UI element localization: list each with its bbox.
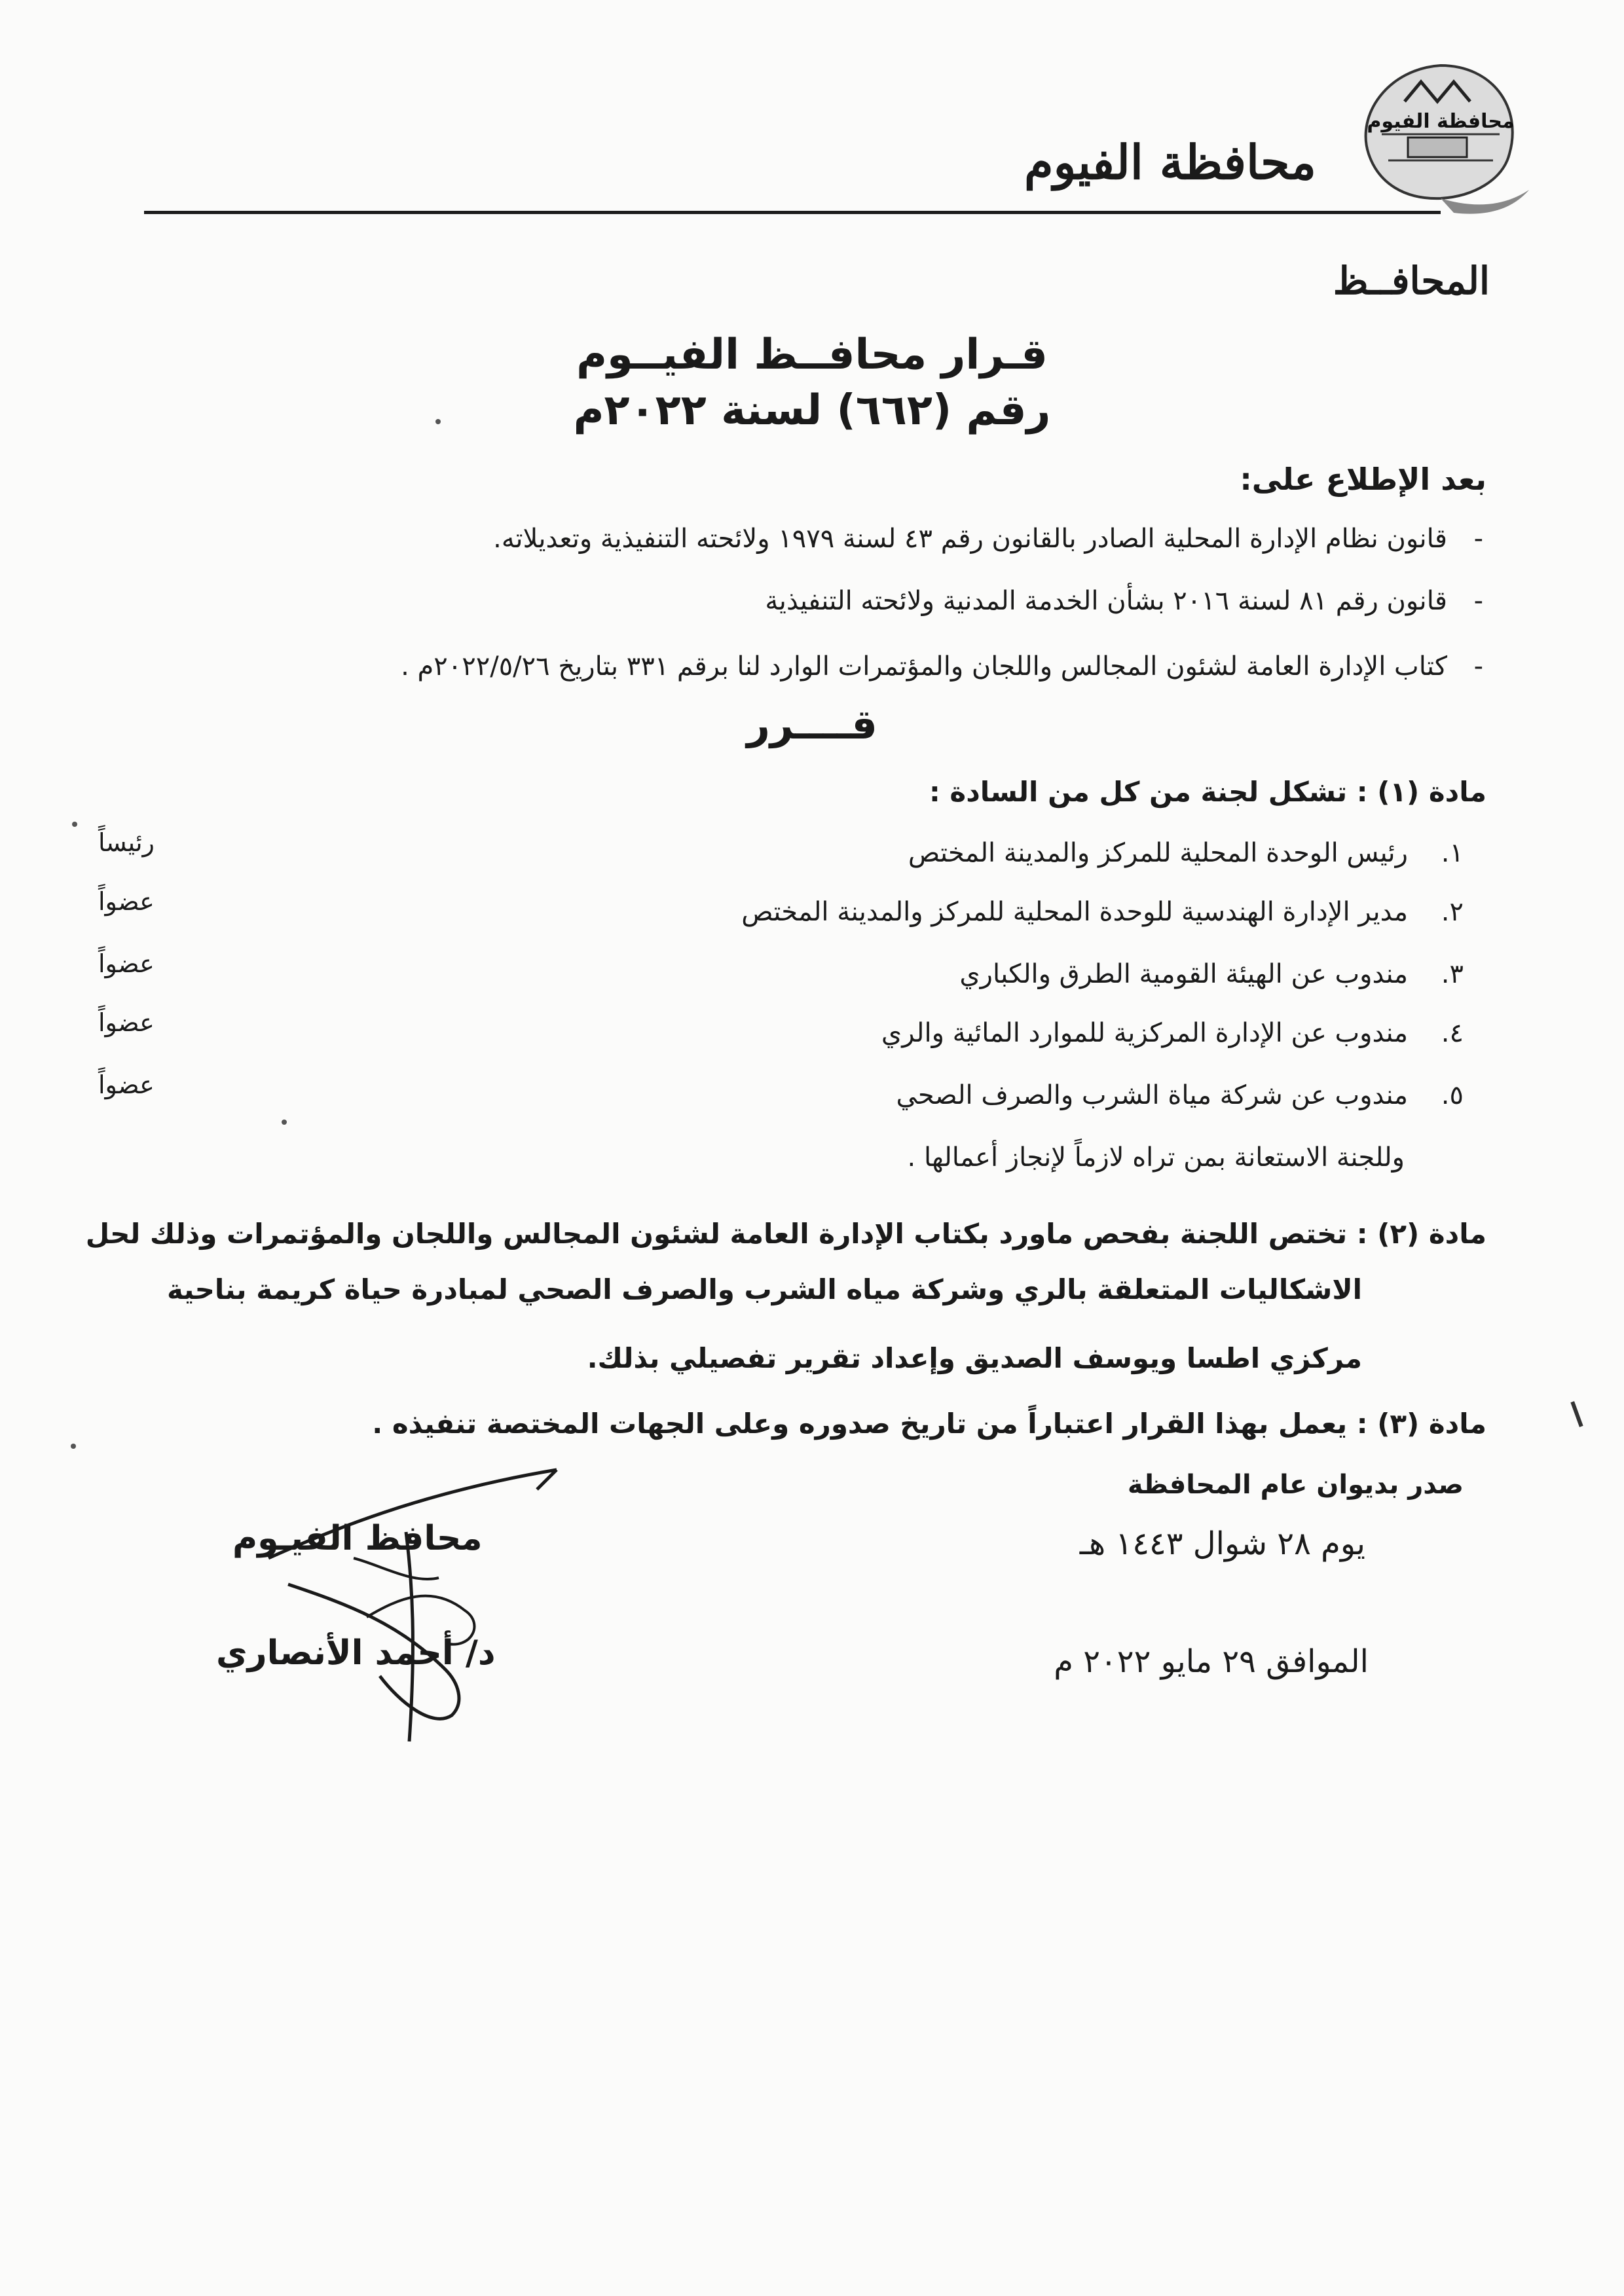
decision-number: رقم (٦٦٢) لسنة ٢٠٢٢م xyxy=(573,386,1051,435)
committee-member xyxy=(881,1018,1464,1048)
reference-item xyxy=(493,524,1483,554)
hijri-date: يوم ٢٨ شوال ١٤٤٣ هـ xyxy=(1079,1525,1365,1562)
organization-name: محافظة الفيوم xyxy=(1024,134,1316,190)
reference-text: كتاب الإدارة العامة لشئون المجالس واللجان والمؤتمرات الوارد لنا برقم ٣٣١ بتاريخ ٢٠٢٢/٥/٢٦م . xyxy=(401,651,1447,682)
preamble-heading: بعد الإطلاع على: xyxy=(1240,462,1486,497)
reference-item xyxy=(765,586,1483,616)
scan-speck xyxy=(282,1120,287,1125)
member-title: رئيس الوحدة المحلية للمركز والمدينة المختص xyxy=(908,838,1408,868)
reference-text: قانون رقم ٨١ لسنة ٢٠١٦ بشأن الخدمة المدنية ولائحته التنفيذية xyxy=(765,586,1447,616)
member-title: مندوب عن الإدارة المركزية للموارد المائية والري xyxy=(881,1018,1408,1048)
member-number: ٣. xyxy=(1441,959,1464,989)
article-2-line: مادة (٢) : تختص اللجنة بفحص ماورد بكتاب الإدارة العامة لشئون المجالس واللجان والمؤتمرات وذلك لحل xyxy=(85,1218,1486,1250)
list-dash: - xyxy=(1473,651,1483,682)
member-role: رئيساً xyxy=(98,828,155,857)
scan-speck xyxy=(435,419,441,424)
committee-member xyxy=(896,1080,1464,1110)
decision-title: قـرار محافــظ الفيــوم xyxy=(576,331,1048,379)
member-title: مندوب عن شركة مياة الشرب والصرف الصحي xyxy=(896,1080,1408,1110)
article-3-text: مادة (٣) : يعمل بهذا القرار اعتباراً من تاريخ صدوره وعلى الجهات المختصة تنفيذه . xyxy=(372,1408,1486,1440)
member-role: عضواً xyxy=(98,887,155,916)
article-2-line: الاشكاليات المتعلقة بالري وشركة مياه الشرب والصرف الصحي لمبادرة حياة كريمة بناحية xyxy=(167,1273,1362,1305)
signer-title: محافظ الفيـوم xyxy=(232,1519,483,1558)
committee-member xyxy=(908,838,1464,868)
member-role: عضواً xyxy=(98,949,155,978)
gregorian-date: الموافق ٢٩ مايو ٢٠٢٢ م xyxy=(1054,1643,1369,1680)
list-dash: - xyxy=(1473,586,1483,616)
list-dash: - xyxy=(1473,524,1483,554)
reference-item xyxy=(401,651,1483,682)
committee-note: وللجنة الاستعانة بمن تراه لازماً لإنجاز أعمالها . xyxy=(907,1142,1405,1173)
member-number: ٢. xyxy=(1441,897,1464,927)
committee-member xyxy=(959,959,1464,989)
scan-speck xyxy=(72,822,77,827)
member-role: عضواً xyxy=(98,1070,155,1099)
member-number: ٤. xyxy=(1441,1018,1464,1048)
member-role: عضواً xyxy=(98,1008,155,1037)
article-1-heading: مادة (١) : تشكل لجنة من كل من السادة : xyxy=(929,776,1486,808)
decided-heading: قــــرر xyxy=(747,701,877,748)
reference-text: قانون نظام الإدارة المحلية الصادر بالقانون رقم ٤٣ لسنة ١٩٧٩ ولائحته التنفيذية وتعديلاته. xyxy=(493,524,1447,554)
member-number: ١. xyxy=(1441,838,1464,868)
member-title: مدير الإدارة الهندسية للوحدة المحلية للمركز والمدينة المختص xyxy=(741,897,1408,927)
handwritten-signature xyxy=(249,1453,589,1755)
article-2-line: مركزي اطسا ويوسف الصديق وإعداد تقرير تفصيلي بذلك. xyxy=(587,1342,1362,1374)
issued-at: صدر بديوان عام المحافظة xyxy=(1127,1470,1464,1500)
member-number: ٥. xyxy=(1441,1080,1464,1110)
member-title: مندوب عن الهيئة القومية الطرق والكباري xyxy=(959,959,1408,989)
governorate-emblem xyxy=(1342,56,1532,219)
committee-member xyxy=(741,897,1464,927)
header-divider xyxy=(144,211,1441,214)
svg-text:محافظة الفيوم: محافظة الفيوم xyxy=(1367,110,1515,133)
scan-mark xyxy=(1570,1401,1583,1427)
scan-speck xyxy=(71,1444,76,1449)
signer-name: د/ أحمد الأنصاري xyxy=(216,1633,496,1673)
governor-title: المحافــظ xyxy=(1333,259,1490,303)
